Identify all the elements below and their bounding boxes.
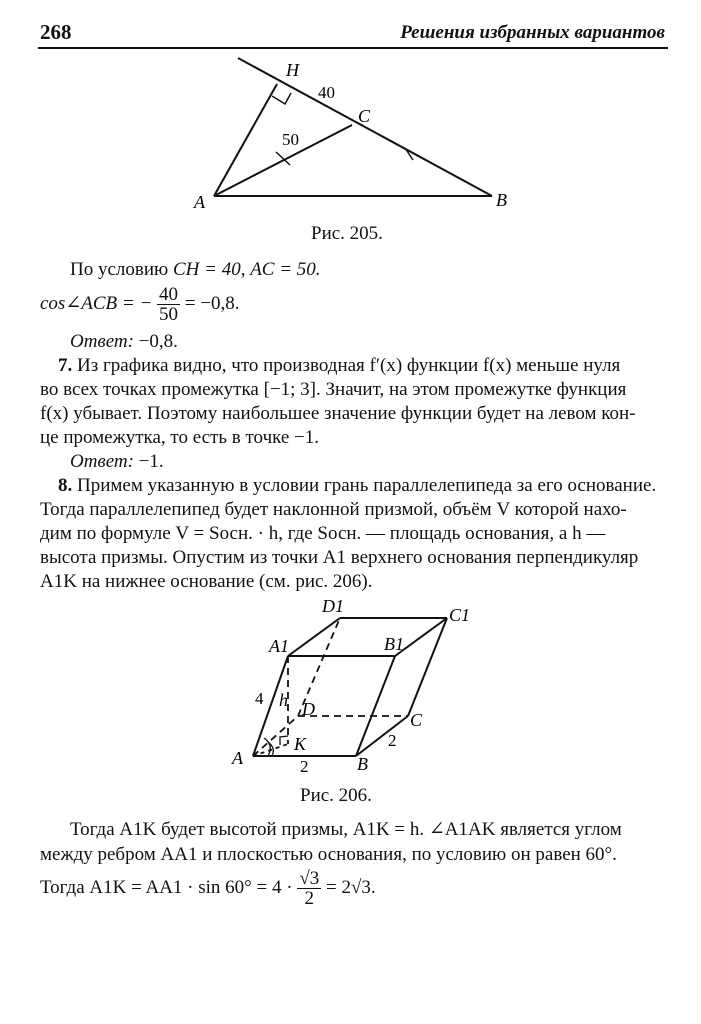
task6-condition [70,258,321,282]
label-k: K [294,734,307,754]
line-h-to-b [238,58,492,196]
label-b: B [357,754,368,774]
conclusion-line-1: Тогда A1K будет высотой призмы, A1K = h. ∠A1AK является углом [70,819,622,840]
figure-206 [0,590,701,790]
label-h: h [279,690,288,710]
task7-answer [70,450,164,474]
label-edge-bc: 2 [388,731,397,750]
cos-fraction [157,285,180,324]
task8-line-1 [58,474,656,498]
task8-line-4: высота призмы. Опустим из точки A1 верхнего основания перпендикуляр [40,547,639,568]
task8-text: Примем указанную в условии грань параллелепипеда за его основание. [77,475,657,496]
figure-205 [0,0,701,260]
answer-value: −0,8. [138,331,178,352]
task-number: 8. [58,475,73,496]
task-number: 7. [58,355,73,376]
figure-206-caption: Рис. 206. [300,785,372,806]
ch-equation: CH = 40, [172,259,246,280]
cos-formula [40,284,239,324]
label-b: B [496,190,507,210]
answer-value: −1. [138,451,164,472]
task7-line-2: во всех точках промежутка [−1; 3]. Значит, на этом промежутке функция [40,379,627,400]
label-c1: C1 [449,605,471,625]
label-c: C [358,106,371,126]
label-ch-length: 40 [318,83,335,102]
label-d1: D1 [322,596,344,616]
label-edge-aa1: 4 [255,689,264,708]
label-ac-length: 50 [282,130,299,149]
cos-rhs: = −0,8. [184,293,240,314]
label-h: H [286,60,299,80]
label-a: A [194,192,205,212]
sqrt-numerator: √3 [299,868,320,890]
label-d: D [302,699,315,719]
final-formula [40,866,376,910]
task7-line-4: це промежутка, то есть в точке −1. [40,427,320,448]
sqrt-fraction [297,869,321,908]
label-a1: A1 [269,636,289,656]
task8-line-5: A1K на нижнее основание (см. рис. 206). [40,571,373,592]
right-angle-mark [272,93,291,104]
running-title: Решения избранных вариантов [400,22,665,43]
condition-prefix: По условию [70,259,169,280]
task7-line-1 [58,354,620,378]
cos-lhs: cos∠ACB = − [40,293,153,314]
task7-line-3: f(x) убывает. Поэтому наибольшее значение функции будет на левом кон- [40,403,636,424]
sqrt-denominator: 2 [304,888,315,910]
conclusion-line-2: между ребром AA1 и плоскостью основания, по условию он равен 60°. [40,844,617,865]
label-b1: B1 [384,634,404,654]
final-suffix: = 2√3. [326,877,376,898]
task8-line-2: Тогда параллелепипед будет наклонной призмой, объём V которой нахо- [40,499,627,520]
task8-line-3: дим по формуле V = Sосн. · h, где Sосн. — площадь основания, а h — [40,523,606,544]
figure-205-caption: Рис. 205. [311,223,383,244]
final-prefix: Тогда A1K = AA1 · sin 60° = 4 · [40,877,293,898]
label-edge-ab: 2 [300,757,309,776]
task7-text: Из графика видно, что производная f′(x) функции f(x) меньше нуля [77,355,621,376]
label-a: A [232,748,243,768]
label-c: C [410,710,423,730]
task6-answer [70,330,178,354]
page-number: 268 [40,20,72,44]
cos-numerator: 40 [159,284,179,306]
ac-equation: AC = 50. [250,259,321,280]
answer-label: Ответ: [70,451,134,472]
cos-denominator: 50 [159,304,179,326]
answer-label: Ответ: [70,331,134,352]
